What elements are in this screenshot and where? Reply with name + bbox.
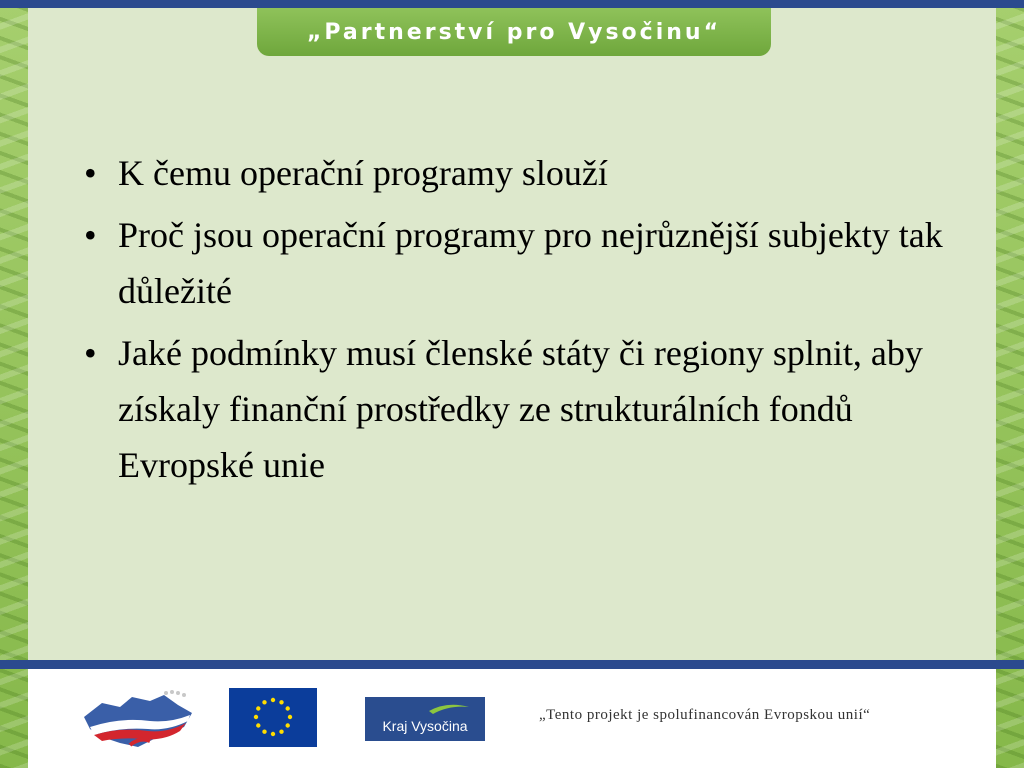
bullet-icon: • — [84, 333, 97, 373]
left-leaf-border — [0, 0, 28, 768]
kraj-logo-text: Kraj Vysočina — [382, 718, 468, 734]
czech-map-logo-icon — [80, 687, 196, 753]
bullet-item — [80, 145, 960, 201]
bullet-text: Jaké podmínky musí členské státy či regiony splnit, aby získaly finanční prostředky ze strukturálních fondů Evropské unie — [118, 333, 923, 485]
bullet-list — [80, 145, 960, 499]
bullet-item — [80, 207, 960, 319]
eu-flag-icon — [229, 688, 317, 747]
kraj-swoosh-icon — [427, 701, 471, 715]
top-blue-bar — [0, 0, 1024, 8]
bullet-icon: • — [84, 215, 97, 255]
header-title: „Partnerství pro Vysočinu“ — [306, 19, 722, 45]
bullet-text: K čemu operační programy slouží — [118, 153, 608, 193]
header-tab — [257, 8, 771, 56]
bullet-item — [80, 325, 960, 493]
footer — [28, 669, 996, 768]
bottom-blue-bar — [0, 660, 1024, 669]
kraj-vysocina-logo — [365, 697, 485, 741]
bullet-icon: • — [84, 153, 97, 193]
cofinancing-note: „Tento projekt je spolufinancován Evropskou unií“ — [539, 707, 871, 723]
bullet-text: Proč jsou operační programy pro nejrůznější subjekty tak důležité — [118, 215, 943, 311]
right-leaf-border — [996, 0, 1024, 768]
